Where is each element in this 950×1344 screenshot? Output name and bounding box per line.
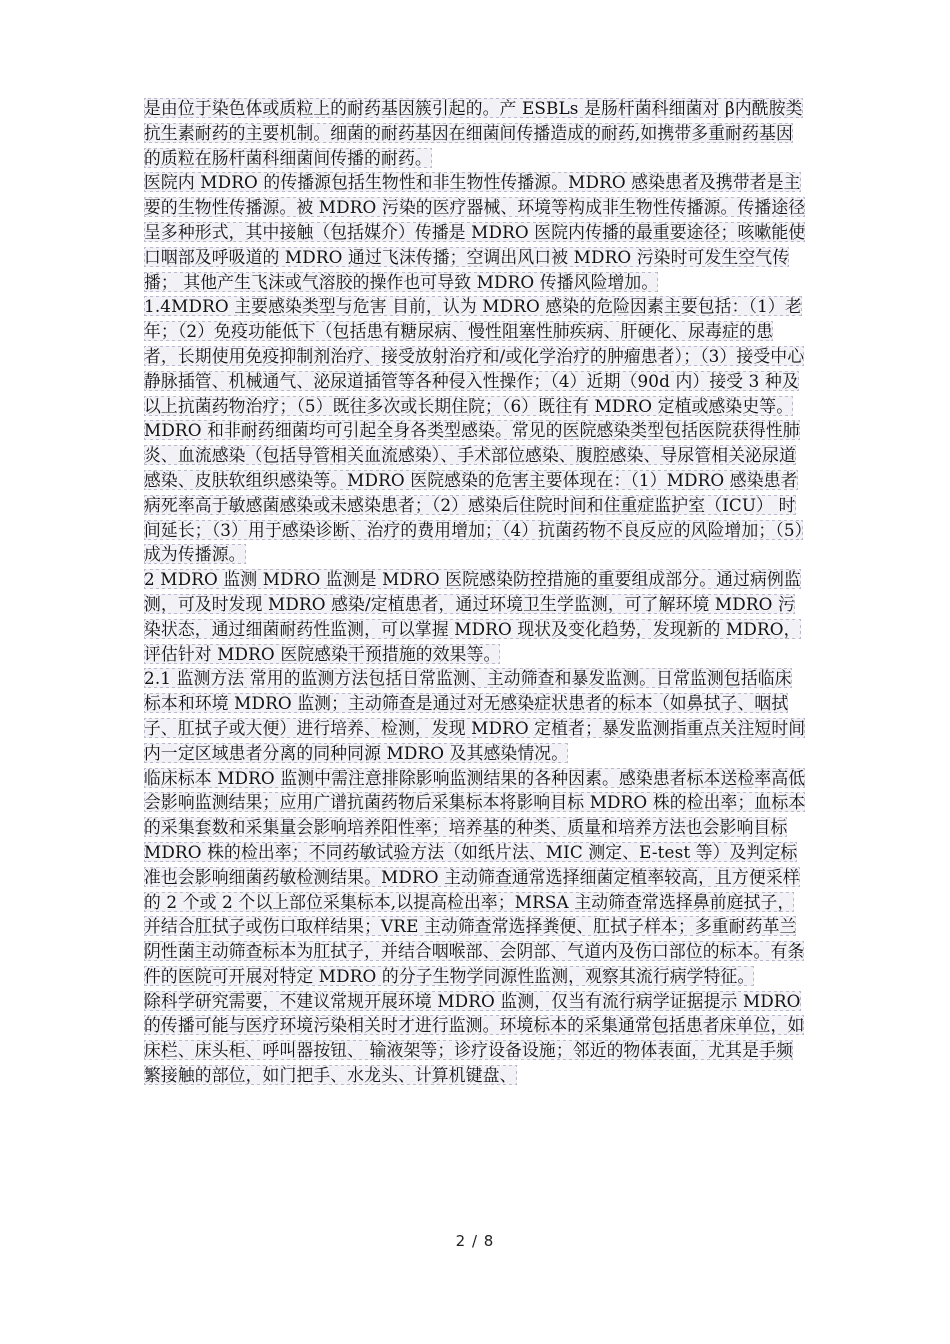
paragraph-text: 2 MDRO 监测 MDRO 监测是 MDRO 医院感染防控措施的重要组成部分。通过病例监测，可及时发现 MDRO 感染/定植患者，通过环境卫生学监测，可了解环境 MDRO 污染状态，通过细菌耐药性监测，可以掌握 MDRO 现状及变化趋势，发现新的 MDRO，评估针对 MDRO 医院感染干预措施的效果等。 xyxy=(144,569,801,664)
paragraph-infection-harm xyxy=(144,418,806,567)
paragraph-transmission-source xyxy=(144,170,806,294)
document-body xyxy=(144,96,806,1088)
paragraph-infection-risk-factors xyxy=(144,294,806,418)
paragraph-text: 医院内 MDRO 的传播源包括生物性和非生物性传播源。MDRO 感染患者及携带者是主要的生物性传播源。被 MDRO 污染的医疗器械、环境等构成非生物性传播源。传播途径呈多种形式，其中接触（包括媒介）传播是 MDRO 医院内传播的最重要途径；咳嗽能使口咽部及呼吸道的 MDRO 通过飞沫传播；空调出风口被 MDRO 污染时可发生空气传播； 其他产生飞沫或气溶胶的操作也可导致 MDRO 传播风险增加。 xyxy=(144,172,806,292)
paragraph-environment-monitoring xyxy=(144,989,806,1088)
paragraph-resistance-mechanism xyxy=(144,96,806,170)
paragraph-text: 是由位于染色体或质粒上的耐药基因簇引起的。产 ESBLs 是肠杆菌科细菌对 β内酰胺类抗生素耐药的主要机制。细菌的耐药基因在细菌间传播造成的耐药,如携带多重耐药基因的质粒在肠杆菌科细菌间传播的耐药。 xyxy=(144,98,803,168)
paragraph-text: 2.1 监测方法 常用的监测方法包括日常监测、主动筛查和暴发监测。日常监测包括临床标本和环境 MDRO 监测；主动筛查是通过对无感染症状患者的标本（如鼻拭子、咽拭子、肛拭子或大便）进行培养、检测，发现 MDRO 定植者；暴发监测指重点关注短时间内一定区域患者分离的同种同源 MDRO 及其感染情况。 xyxy=(144,668,806,763)
paragraph-text: 除科学研究需要，不建议常规开展环境 MDRO 监测，仅当有流行病学证据提示 MDRO 的传播可能与医疗环境污染相关时才进行监测。环境标本的采集通常包括患者床单位，如床栏、床头柜、呼叫器按钮、 输液架等；诊疗设备设施；邻近的物体表面，尤其是手频繁接触的部位，如门把手、水龙头、计算机键盘、 xyxy=(144,990,805,1086)
paragraph-mdro-monitoring xyxy=(144,567,806,666)
page-number: 2 / 8 xyxy=(455,1232,495,1250)
paragraph-text: MDRO 和非耐药细菌均可引起全身各类型感染。常见的医院感染类型包括医院获得性肺炎、血流感染（包括导管相关血流感染）、手术部位感染、腹腔感染、导尿管相关泌尿道感染、皮肤软组织感染等。MDRO 医院感染的危害主要体现在：（1）MDRO 感染患者病死率高于敏感菌感染或未感染患者；（2）感染后住院时间和住重症监护室（ICU） 时间延长；（3）用于感染诊断、治疗的费用增加；（4）抗菌药物不良反应的风险增加；（5）成为传播源。 xyxy=(144,420,804,565)
paragraph-clinical-specimen xyxy=(144,766,806,989)
paragraph-text: 1.4MDRO 主要感染类型与危害 目前，认为 MDRO 感染的危险因素主要包括：（1）老年；（2）免疫功能低下（包括患有糖尿病、慢性阻塞性肺疾病、肝硬化、尿毒症的患者，长期使用免疫抑制剂治疗、接受放射治疗和/或化学治疗的肿瘤患者）；（3）接受中心静脉插管、机械通气、泌尿道插管等各种侵入性操作；（4）近期（90d 内）接受 3 种及以上抗菌药物治疗；（5）既往多次或长期住院；（6）既往有 MDRO 定植或感染史等。 xyxy=(144,296,805,416)
paragraph-monitoring-methods xyxy=(144,666,806,765)
paragraph-text: 临床标本 MDRO 监测中需注意排除影响监测结果的各种因素。感染患者标本送检率高低会影响监测结果；应用广谱抗菌药物后采集标本将影响目标 MDRO 株的检出率；血标本的采集套数和采集量会影响培养阳性率；培养基的种类、质量和培养方法也会影响目标 MDRO 株的检出率；不同药敏试验方法（如纸片法、MIC 测定、E-test 等）及判定标准也会影响细菌药敏检测结果。MDRO 主动筛查通常选择细菌定植率较高，且方便采样的 2 个或 2 个以上部位采集标本,以提高检出率；MRSA 主动筛查常选择鼻前庭拭子，并结合肛拭子或伤口取样结果；VRE 主动筛查常选择粪便、肛拭子样本；多重耐药革兰阴性菌主动筛查标本为肛拭子，并结合咽喉部、会阴部、气道内及伤口部位的标本。有条件的医院可开展对特定 MDRO 的分子生物学同源性监测，观察其流行病学特征。 xyxy=(144,767,806,986)
